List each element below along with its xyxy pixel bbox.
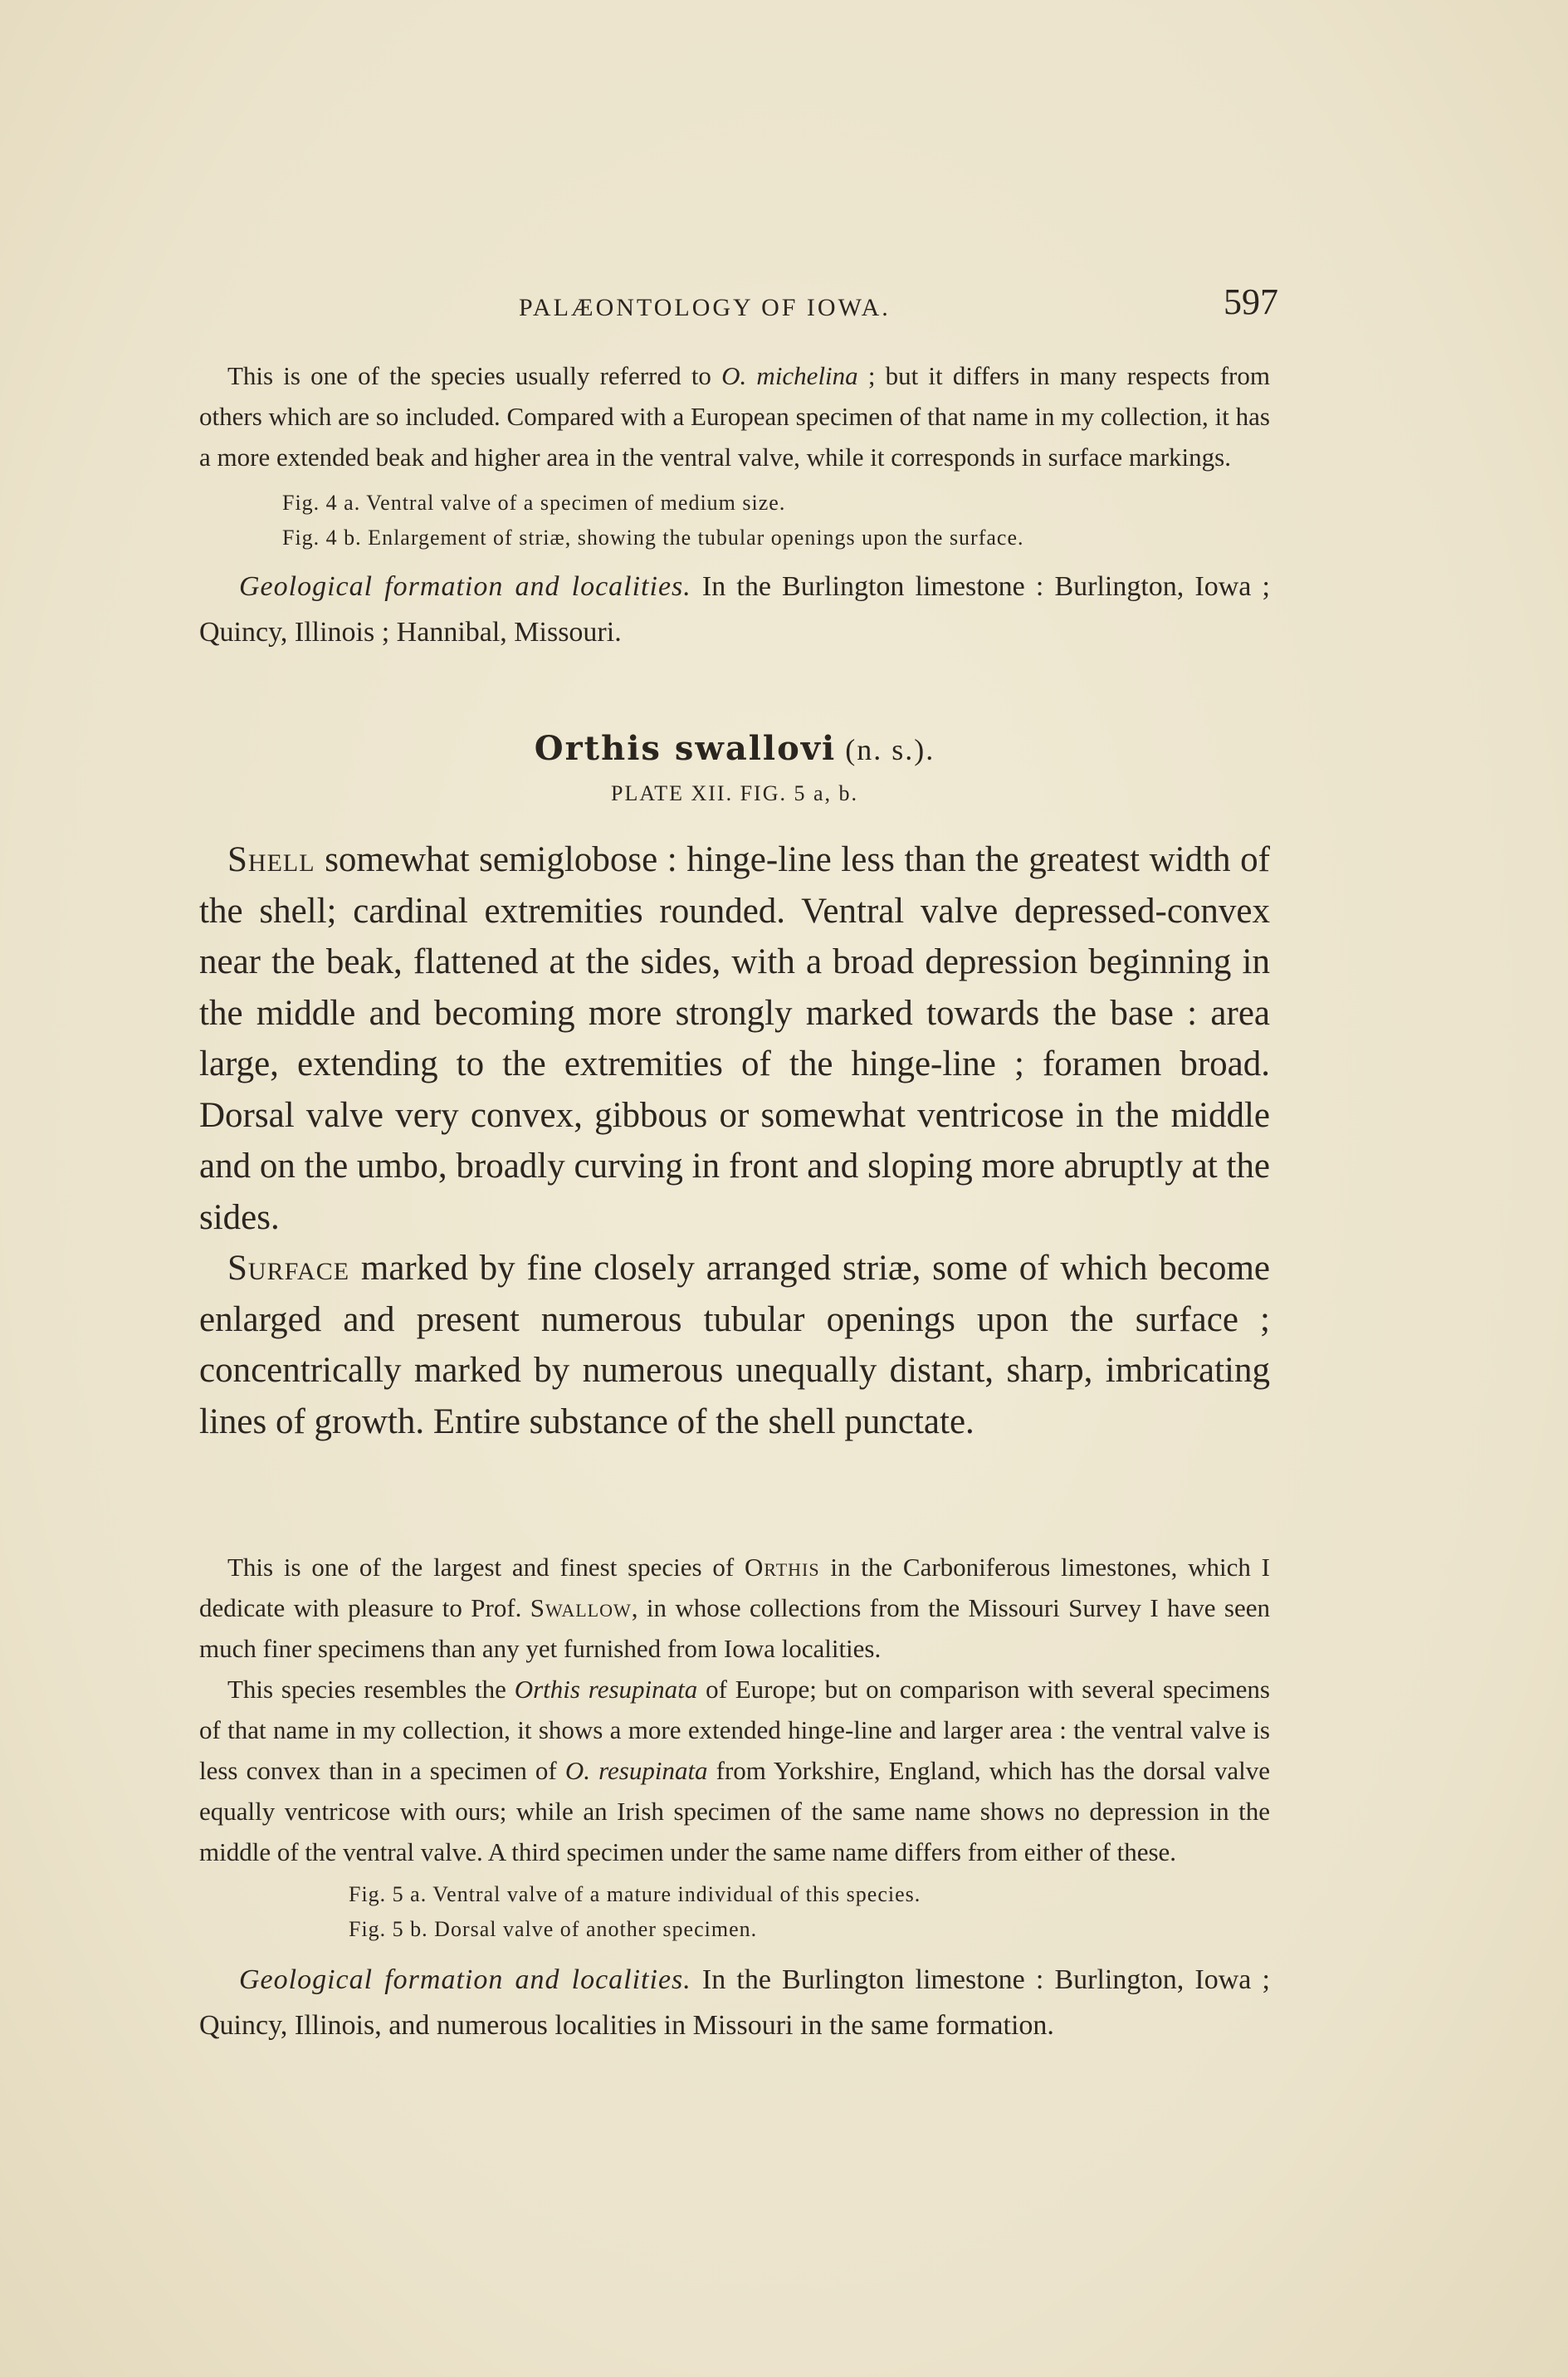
surface-text: marked by fine closely arranged striæ, some of which become enlarged and present numerous tubular openings upon the surface ; concentrically marked by numerous unequally distant, sharp, imbricating lines of growth. Entire substance of the shell punctate. [199, 1249, 1270, 1441]
geo-text: In the Burlington limestone : Burlington, Iowa ; Quincy, Illinois, and numerous localities in Missouri in the same formation. [199, 1964, 1270, 2041]
text-run: This species resembles the [227, 1675, 515, 1704]
top-section [199, 355, 1270, 655]
geological-formation-paragraph-2 [199, 1957, 1270, 2048]
plate-reference: PLATE XII. FIG. 5 a, b. [610, 781, 859, 805]
text-run: This is one of the species usually referred to [227, 361, 722, 390]
page-header [199, 281, 1278, 330]
geo-label: Geological formation and localities. [239, 1964, 691, 1995]
figure-caption-5a: Fig. 5 a. Ventral valve of a mature individual of this species. [349, 1882, 921, 1906]
person-name: Swallow [530, 1593, 632, 1622]
geo-label: Geological formation and localities. [239, 571, 691, 602]
figure-caption-5b: Fig. 5 b. Dorsal valve of another specimen. [349, 1917, 758, 1941]
shell-paragraph [199, 834, 1270, 1243]
species-name: Orthis swallovi [534, 729, 837, 768]
figure-caption-4b: Fig. 4 b. Enlargement of striæ, showing the tubular openings upon the surface. [282, 526, 1024, 550]
shell-text: somewhat semiglobose : hinge-line less than the greatest width of the shell; cardinal extremities rounded. Ventral valve depressed-convex near the beak, flattened at the sides, with a broad depression beginning in the middle and becoming more strongly marked towards the base : area large, extending to the extremities of the hinge-line ; foramen broad. Dorsal valve very convex, gibbous or somewhat ventricose in the middle and on the umbo, broadly curving in front and sloping more abruptly at the sides. [199, 840, 1270, 1237]
italic-run: O. michelina [721, 361, 858, 390]
running-head: PALÆONTOLOGY OF IOWA. [519, 294, 891, 321]
genus-name: Orthis [744, 1553, 820, 1582]
text-run: This is one of the largest and finest species of [227, 1553, 745, 1582]
italic-run: Orthis resupinata [514, 1675, 698, 1704]
italic-run: O. resupinata [564, 1756, 708, 1785]
remarks-section [199, 1547, 1270, 2048]
dedication-paragraph [199, 1547, 1270, 1669]
species-note: (n. s.). [836, 733, 935, 766]
surface-label: Surface [227, 1249, 350, 1288]
comparison-paragraph [199, 1669, 1270, 1872]
text-run: of Europe; but on comparison with several specimens of that name in my collection, it shows a more extended hinge-line and larger area : the ventral valve is less convex than in a specimen of [199, 1675, 1270, 1785]
text-run: from Yorkshire, England, which has the dorsal valve equally ventricose with ours; while an Irish specimen of the same name shows no depression in the middle of the ventral valve. A third specimen under the same name differs from either of these. [199, 1756, 1270, 1866]
text-run: , in whose collections from the Missouri Survey I have seen much finer specimens than any yet furnished from Iowa localities. [199, 1593, 1270, 1663]
paragraph-michelina-comparison [199, 355, 1270, 477]
text-run: in the Carboniferous limestones, which I dedicate with pleasure to Prof. [199, 1553, 1270, 1622]
geological-formation-paragraph [199, 564, 1270, 655]
species-title [199, 729, 1270, 768]
page-number: 597 [1224, 281, 1278, 322]
species-heading [199, 729, 1270, 806]
figure-caption-4a: Fig. 4 a. Ventral valve of a specimen of medium size. [282, 491, 786, 515]
text-run: ; but it differs in many respects from others which are so included. Compared with a European specimen of that name in my collection, it has a more extended beak and higher area in the ventral valve, while it corresponds in surface markings. [199, 361, 1270, 472]
species-description [199, 834, 1270, 1447]
surface-paragraph [199, 1243, 1270, 1447]
geo-text: In the Burlington limestone : Burlington, Iowa ; Quincy, Illinois ; Hannibal, Missouri. [199, 571, 1270, 648]
shell-label: Shell [227, 840, 315, 879]
